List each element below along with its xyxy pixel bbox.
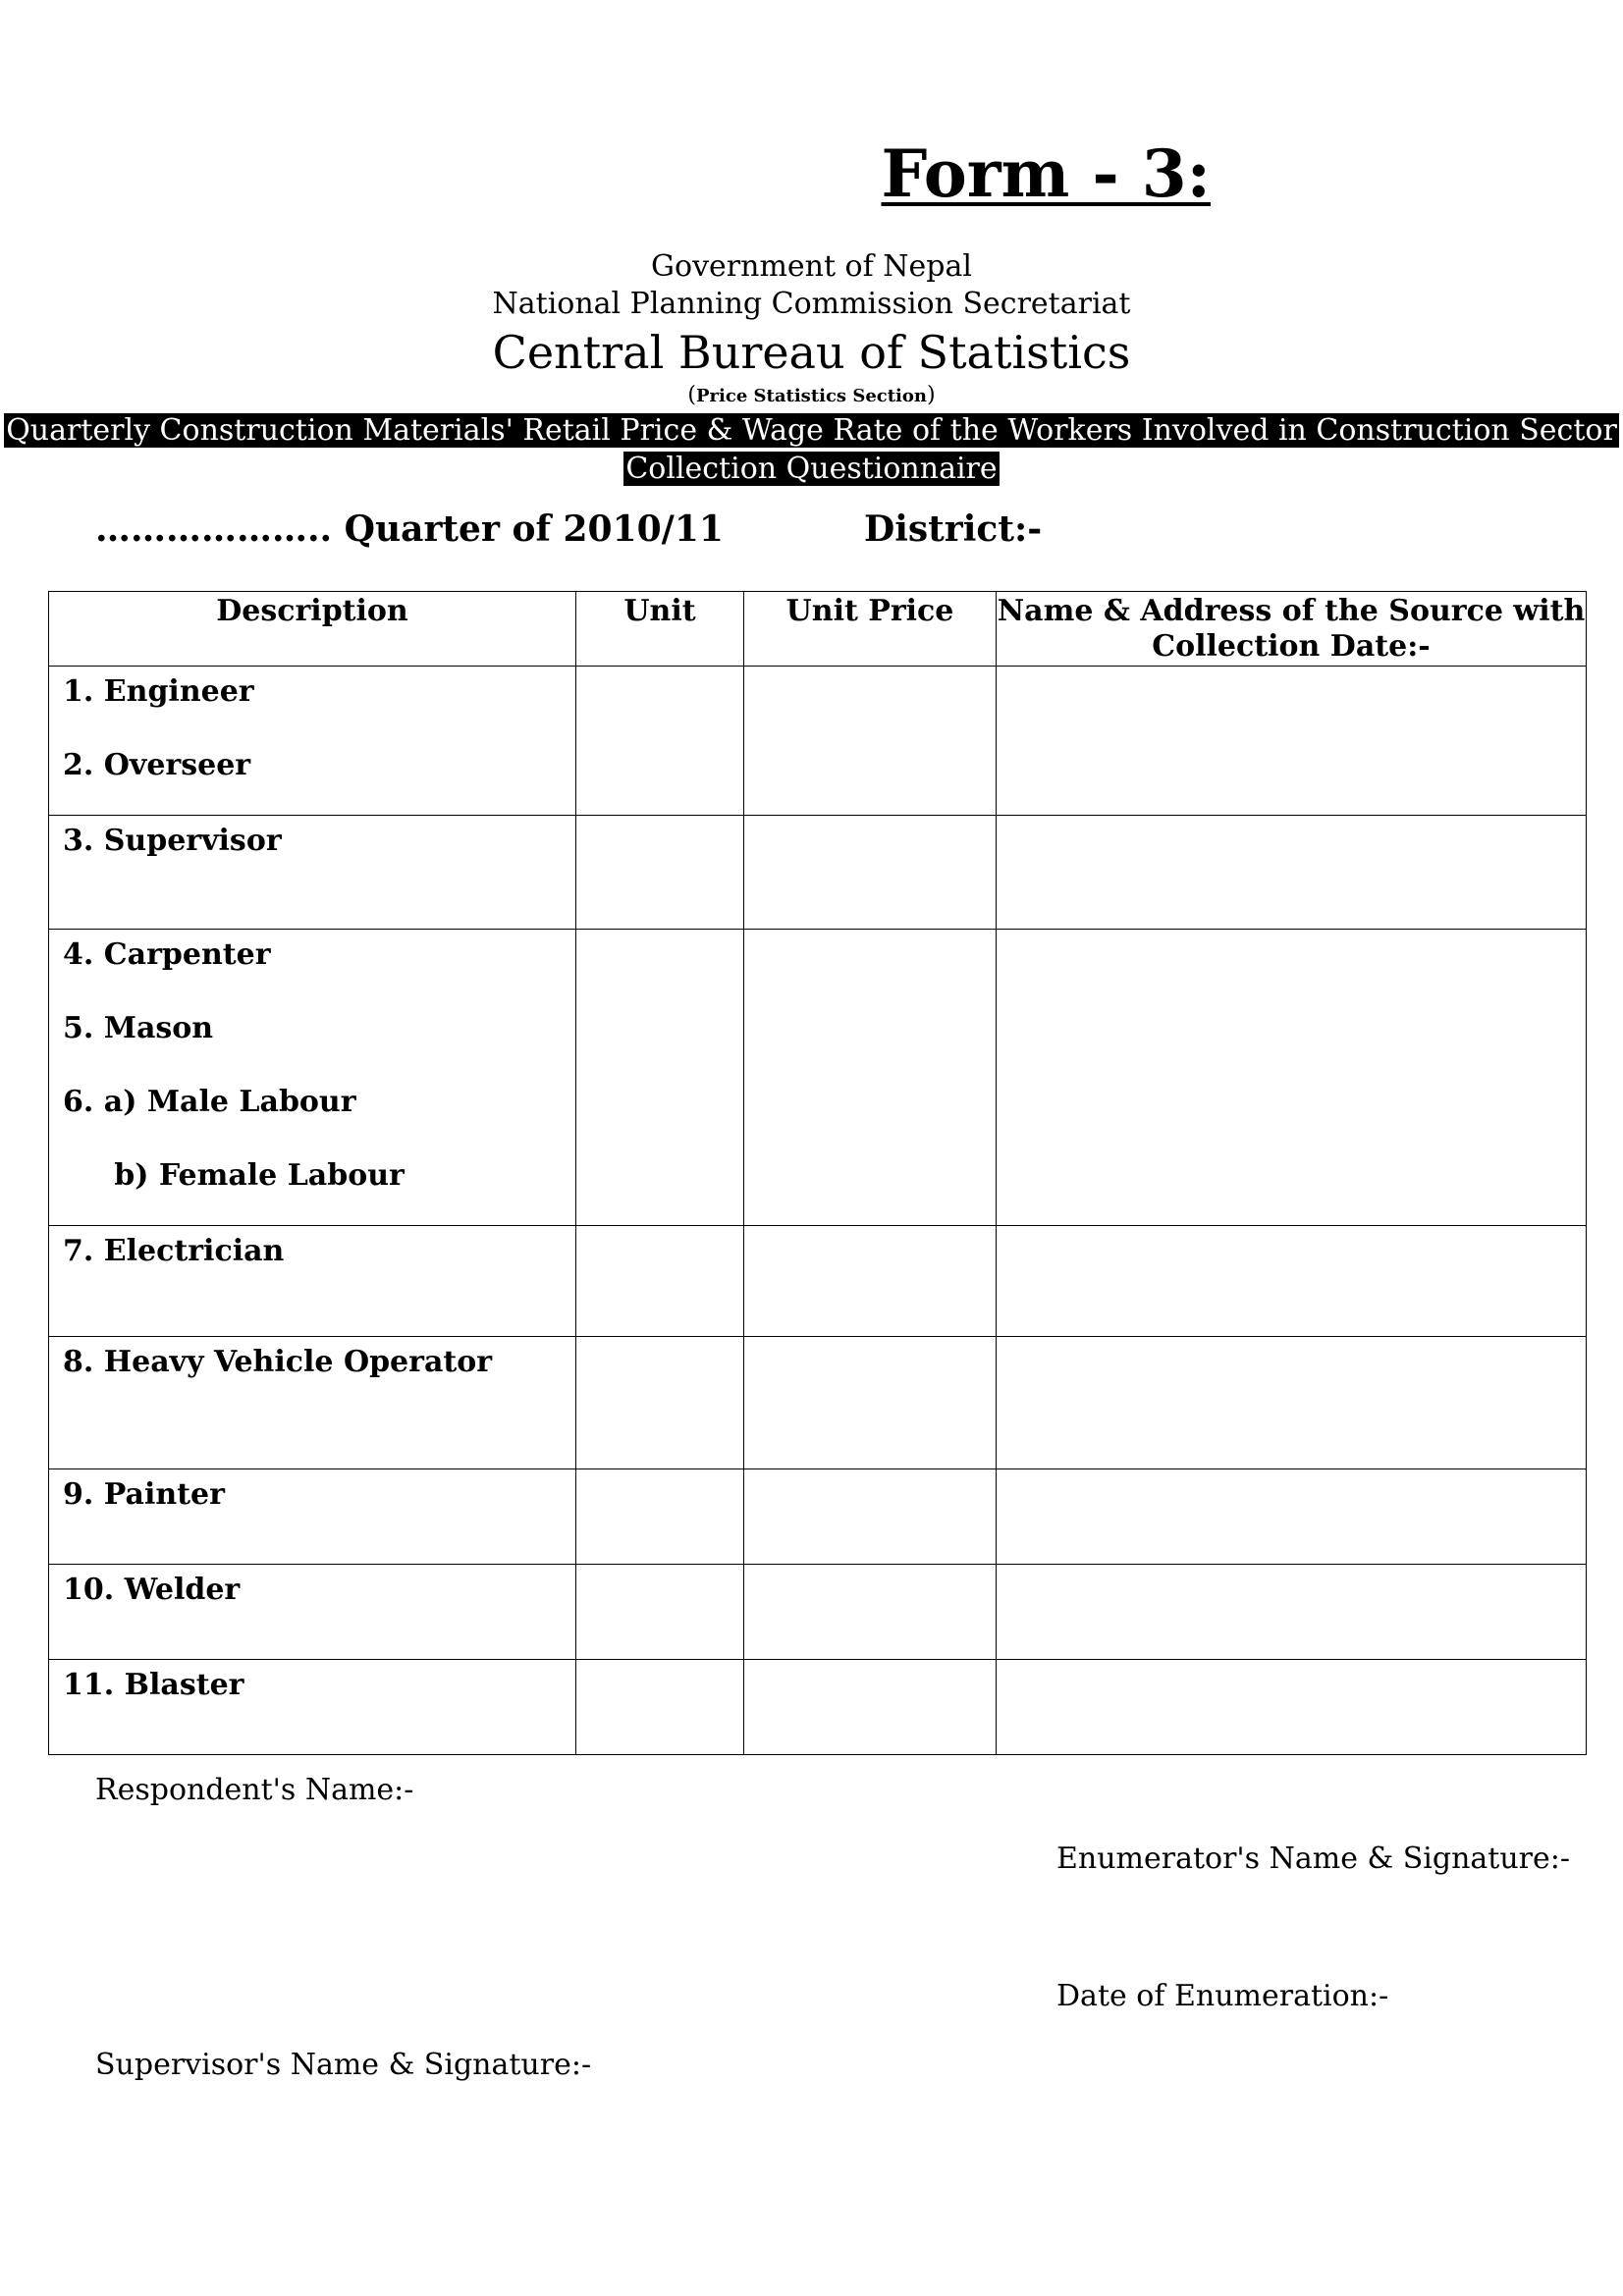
table-row bbox=[49, 930, 1587, 1226]
unit-price-cell[interactable] bbox=[744, 1660, 997, 1755]
table-row bbox=[49, 1226, 1587, 1337]
header-description: Description bbox=[49, 592, 576, 667]
table-row bbox=[49, 1337, 1587, 1469]
quarter-field: ……………….. Quarter of 2010/11 bbox=[95, 508, 724, 550]
list-item: 9. Painter bbox=[63, 1477, 225, 1512]
unit-cell[interactable] bbox=[576, 1660, 744, 1755]
unit-price-cell[interactable] bbox=[744, 667, 997, 816]
section-label: Price Statistics Section bbox=[696, 386, 927, 406]
list-item: 1. Engineer bbox=[63, 674, 254, 709]
form-number-title: Form - 3: bbox=[881, 135, 1211, 212]
table-row bbox=[49, 1660, 1587, 1755]
source-cell[interactable] bbox=[997, 1226, 1587, 1337]
header-unit: Unit bbox=[576, 592, 744, 667]
section-paren-open: ( bbox=[687, 383, 697, 407]
unit-cell[interactable] bbox=[576, 816, 744, 930]
source-cell[interactable] bbox=[997, 667, 1587, 816]
bureau-name: Central Bureau of Statistics bbox=[492, 326, 1131, 379]
list-item: 2. Overseer bbox=[63, 748, 251, 782]
section-paren-close: ) bbox=[926, 383, 936, 407]
header-unit-price: Unit Price bbox=[744, 592, 997, 667]
list-item: 5. Mason bbox=[63, 1011, 214, 1045]
list-item: 8. Heavy Vehicle Operator bbox=[63, 1345, 493, 1379]
enumeration-date-field: Date of Enumeration:- bbox=[1056, 1979, 1389, 2013]
list-item: 3. Supervisor bbox=[63, 824, 282, 858]
source-cell[interactable] bbox=[997, 1565, 1587, 1660]
unit-cell[interactable] bbox=[576, 1565, 744, 1660]
source-cell[interactable] bbox=[997, 1469, 1587, 1565]
list-item: 4. Carpenter bbox=[63, 937, 271, 972]
unit-cell[interactable] bbox=[576, 1226, 744, 1337]
section-name bbox=[0, 383, 1623, 407]
enumerator-signature-field: Enumerator's Name & Signature:- bbox=[1056, 1842, 1570, 1876]
list-item: 6. a) Male Labour bbox=[63, 1085, 356, 1119]
unit-price-cell[interactable] bbox=[744, 1226, 997, 1337]
commission-name: National Planning Commission Secretariat bbox=[492, 287, 1131, 321]
unit-cell[interactable] bbox=[576, 930, 744, 1226]
title-band-2: Collection Questionnaire bbox=[625, 452, 998, 486]
source-cell[interactable] bbox=[997, 1660, 1587, 1755]
unit-price-cell[interactable] bbox=[744, 1469, 997, 1565]
unit-cell[interactable] bbox=[576, 1337, 744, 1469]
list-item: 7. Electrician bbox=[63, 1234, 285, 1268]
government-name: Government of Nepal bbox=[651, 249, 972, 284]
source-cell[interactable] bbox=[997, 1337, 1587, 1469]
supervisor-signature-field: Supervisor's Name & Signature:- bbox=[95, 2048, 592, 2082]
wage-rate-table bbox=[48, 591, 1587, 1755]
description-cell bbox=[49, 816, 576, 930]
table-row bbox=[49, 816, 1587, 930]
description-cell bbox=[49, 667, 576, 816]
table-row bbox=[49, 1469, 1587, 1565]
questionnaire-title-line1 bbox=[0, 413, 1623, 448]
respondent-name-field: Respondent's Name:- bbox=[95, 1773, 414, 1807]
source-cell[interactable] bbox=[997, 816, 1587, 930]
list-item: 10. Welder bbox=[63, 1573, 241, 1607]
unit-cell[interactable] bbox=[576, 667, 744, 816]
unit-price-cell[interactable] bbox=[744, 1337, 997, 1469]
unit-price-cell[interactable] bbox=[744, 816, 997, 930]
unit-price-cell[interactable] bbox=[744, 930, 997, 1226]
source-cell[interactable] bbox=[997, 930, 1587, 1226]
description-cell bbox=[49, 1337, 576, 1469]
description-cell bbox=[49, 1660, 576, 1755]
questionnaire-title-line2 bbox=[0, 452, 1623, 486]
table-row bbox=[49, 1565, 1587, 1660]
district-field: District:- bbox=[864, 508, 1043, 550]
list-item: 11. Blaster bbox=[63, 1668, 244, 1702]
unit-price-cell[interactable] bbox=[744, 1565, 997, 1660]
description-cell bbox=[49, 930, 576, 1226]
description-cell bbox=[49, 1565, 576, 1660]
list-item: b) Female Labour bbox=[63, 1158, 405, 1193]
title-band-1: Quarterly Construction Materials' Retail Price & Wage Rate of the Workers Involved in Construction Sector bbox=[6, 413, 1617, 448]
description-cell bbox=[49, 1469, 576, 1565]
unit-cell[interactable] bbox=[576, 1469, 744, 1565]
header-source: Name & Address of the Source with Collection Date:- bbox=[997, 592, 1587, 667]
description-cell bbox=[49, 1226, 576, 1337]
table-row bbox=[49, 667, 1587, 816]
